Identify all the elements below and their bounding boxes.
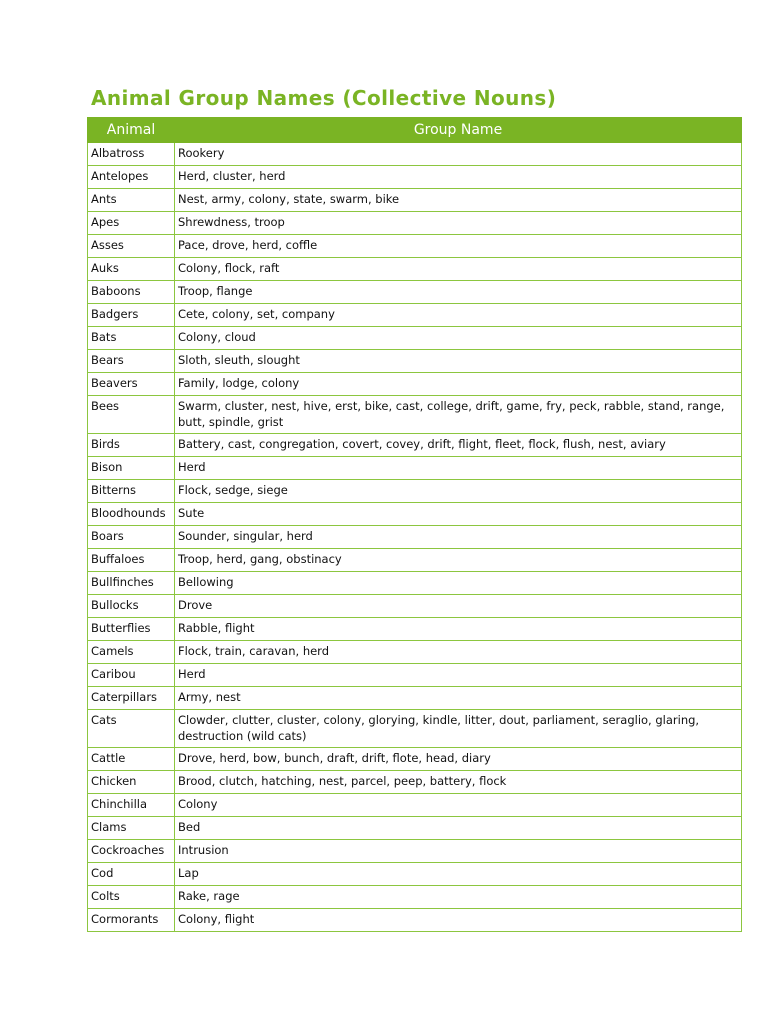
- table-row: [88, 281, 742, 304]
- group-name-cell: Troop, flange: [175, 281, 742, 304]
- group-name-cell: Shrewdness, troop: [175, 212, 742, 235]
- group-name-cell: Army, nest: [175, 687, 742, 710]
- table-row: [88, 434, 742, 457]
- animal-cell: Cattle: [88, 748, 175, 771]
- page-title: Animal Group Names (Collective Nouns): [91, 86, 557, 110]
- group-name-cell: Sounder, singular, herd: [175, 526, 742, 549]
- group-name-cell: Colony: [175, 794, 742, 817]
- animal-cell: Cod: [88, 863, 175, 886]
- table-header-row: [88, 118, 742, 143]
- animal-cell: Auks: [88, 258, 175, 281]
- animal-cell: Ants: [88, 189, 175, 212]
- table-row: [88, 687, 742, 710]
- animal-cell: Bears: [88, 350, 175, 373]
- table-row: [88, 710, 742, 748]
- animal-cell: Butterflies: [88, 618, 175, 641]
- animal-cell: Caribou: [88, 664, 175, 687]
- animal-cell: Bullocks: [88, 595, 175, 618]
- table-row: [88, 664, 742, 687]
- table-row: [88, 863, 742, 886]
- animal-cell: Caterpillars: [88, 687, 175, 710]
- group-name-cell: Sute: [175, 503, 742, 526]
- table-row: [88, 212, 742, 235]
- animal-cell: Albatross: [88, 143, 175, 166]
- table-row: [88, 840, 742, 863]
- animal-cell: Cats: [88, 710, 175, 748]
- group-name-cell: Drove, herd, bow, bunch, draft, drift, flote, head, diary: [175, 748, 742, 771]
- group-name-cell: Rookery: [175, 143, 742, 166]
- animal-cell: Badgers: [88, 304, 175, 327]
- group-name-cell: Swarm, cluster, nest, hive, erst, bike, cast, college, drift, game, fry, peck, rabble, stand, range, butt, spindle, grist: [175, 396, 742, 434]
- animal-cell: Antelopes: [88, 166, 175, 189]
- animal-cell: Birds: [88, 434, 175, 457]
- table-row: [88, 373, 742, 396]
- table-row: [88, 748, 742, 771]
- animal-cell: Cockroaches: [88, 840, 175, 863]
- group-name-cell: Family, lodge, colony: [175, 373, 742, 396]
- group-name-cell: Colony, flight: [175, 909, 742, 932]
- group-name-cell: Nest, army, colony, state, swarm, bike: [175, 189, 742, 212]
- animal-cell: Chinchilla: [88, 794, 175, 817]
- column-header-group-name: Group Name: [175, 118, 742, 143]
- table-row: [88, 457, 742, 480]
- group-name-cell: Herd: [175, 457, 742, 480]
- animal-cell: Bloodhounds: [88, 503, 175, 526]
- group-name-cell: Herd, cluster, herd: [175, 166, 742, 189]
- table-row: [88, 526, 742, 549]
- group-name-cell: Colony, flock, raft: [175, 258, 742, 281]
- table-row: [88, 396, 742, 434]
- column-header-animal: Animal: [88, 118, 175, 143]
- table-row: [88, 143, 742, 166]
- table-row: [88, 572, 742, 595]
- table-row: [88, 166, 742, 189]
- animal-cell: Camels: [88, 641, 175, 664]
- group-name-cell: Rake, rage: [175, 886, 742, 909]
- animal-cell: Bitterns: [88, 480, 175, 503]
- animal-cell: Bison: [88, 457, 175, 480]
- animal-cell: Asses: [88, 235, 175, 258]
- animal-cell: Apes: [88, 212, 175, 235]
- animal-group-table-container: [87, 117, 741, 932]
- table-body: [88, 143, 742, 932]
- animal-cell: Baboons: [88, 281, 175, 304]
- table-row: [88, 304, 742, 327]
- group-name-cell: Clowder, clutter, cluster, colony, glorying, kindle, litter, dout, parliament, seraglio, glaring, destruction (wild cats): [175, 710, 742, 748]
- animal-cell: Bees: [88, 396, 175, 434]
- table-row: [88, 886, 742, 909]
- group-name-cell: Pace, drove, herd, coffle: [175, 235, 742, 258]
- group-name-cell: Flock, sedge, siege: [175, 480, 742, 503]
- animal-cell: Bats: [88, 327, 175, 350]
- group-name-cell: Herd: [175, 664, 742, 687]
- table-row: [88, 480, 742, 503]
- table-row: [88, 641, 742, 664]
- group-name-cell: Sloth, sleuth, slought: [175, 350, 742, 373]
- group-name-cell: Cete, colony, set, company: [175, 304, 742, 327]
- group-name-cell: Lap: [175, 863, 742, 886]
- table-row: [88, 771, 742, 794]
- table-row: [88, 909, 742, 932]
- group-name-cell: Flock, train, caravan, herd: [175, 641, 742, 664]
- table-row: [88, 618, 742, 641]
- animal-cell: Buffaloes: [88, 549, 175, 572]
- table-row: [88, 327, 742, 350]
- animal-cell: Beavers: [88, 373, 175, 396]
- group-name-cell: Rabble, flight: [175, 618, 742, 641]
- table-row: [88, 235, 742, 258]
- group-name-cell: Bellowing: [175, 572, 742, 595]
- table-row: [88, 258, 742, 281]
- table-row: [88, 549, 742, 572]
- animal-cell: Chicken: [88, 771, 175, 794]
- animal-cell: Colts: [88, 886, 175, 909]
- animal-group-table: [87, 117, 742, 932]
- animal-cell: Bullfinches: [88, 572, 175, 595]
- group-name-cell: Drove: [175, 595, 742, 618]
- table-row: [88, 794, 742, 817]
- table-row: [88, 503, 742, 526]
- animal-cell: Cormorants: [88, 909, 175, 932]
- group-name-cell: Intrusion: [175, 840, 742, 863]
- table-row: [88, 817, 742, 840]
- table-row: [88, 189, 742, 212]
- group-name-cell: Brood, clutch, hatching, nest, parcel, peep, battery, flock: [175, 771, 742, 794]
- group-name-cell: Bed: [175, 817, 742, 840]
- table-row: [88, 350, 742, 373]
- group-name-cell: Colony, cloud: [175, 327, 742, 350]
- group-name-cell: Troop, herd, gang, obstinacy: [175, 549, 742, 572]
- group-name-cell: Battery, cast, congregation, covert, covey, drift, flight, fleet, flock, flush, nest, aviary: [175, 434, 742, 457]
- table-row: [88, 595, 742, 618]
- animal-cell: Clams: [88, 817, 175, 840]
- animal-cell: Boars: [88, 526, 175, 549]
